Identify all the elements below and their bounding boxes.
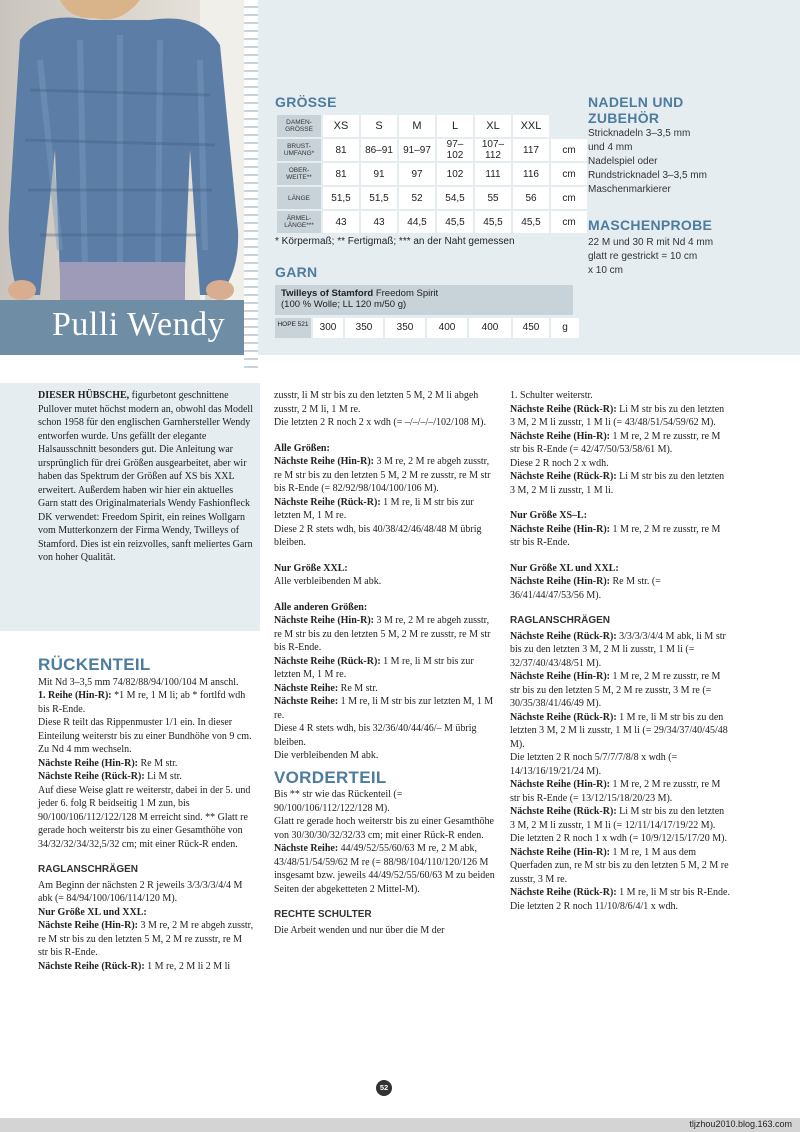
instruction — [510, 805, 730, 832]
instruction — [274, 614, 496, 655]
row-text: Re M str. — [338, 682, 378, 694]
column-1-pattern — [38, 655, 254, 973]
paragraph: Die letzten 2 R noch 11/10/8/6/4/1 x wdh. — [510, 900, 678, 912]
size-note — [38, 906, 254, 920]
paragraph: Auf diese Weise glatt re weiterstr, dabei in der 5. und jeder 6. folg R beidseitig 1 M zun, bis 90/100/106/112/122/128 M erreicht sind. ** Glatt re gerade hoch weiterstr bis zu einer Gesamthöhe von 34/32/32/34/32,5/32 cm; mit einer Rück-R enden. — [38, 784, 251, 850]
row-text: 1 M re, 1 M aus dem Querfaden zun, re M str bis zu den letzten 5 M, 2 M re zusstr, 3 M re. — [510, 846, 729, 885]
value-cell: 45,5 — [475, 211, 511, 233]
maschenprobe-line: glatt re gestrickt = 10 cm — [588, 251, 698, 262]
row-label: Nächste Reihe (Rück-R): — [510, 806, 617, 817]
row-text: 1 M re, 2 M re zusstr, re M str bis zu den letzten 5 M, 2 M re zusstr, 3 M re (= 30/35/38/41/46/49 M). — [510, 671, 721, 709]
instruction — [510, 846, 730, 887]
row-label: Nächste Reihe (Rück-R): — [510, 471, 617, 482]
yarn-description — [275, 285, 573, 315]
size-cell: L — [437, 115, 473, 137]
instruction — [510, 630, 730, 671]
value-cell: 81 — [323, 163, 359, 185]
row-text: 1 M re, 2 M re zusstr, re M str bis R-Ende. — [510, 523, 721, 548]
row-label: Nächste Reihe (Hin-R): — [510, 576, 610, 587]
instruction — [38, 960, 254, 974]
instruction — [510, 670, 730, 711]
row-text: 1 M re, li M str bis zur letzten M, 1 M re. — [274, 696, 494, 721]
instruction — [274, 496, 496, 523]
instruction — [274, 842, 496, 896]
row-label: Nächste Reihe (Rück-R): — [510, 403, 617, 415]
yarn-amounts-row — [275, 318, 579, 338]
maschenprobe-line: 22 M und 30 R mit Nd 4 mm — [588, 237, 714, 248]
instruction — [510, 470, 730, 497]
nadeln-line: Stricknadeln 3–3,5 mm — [588, 128, 691, 139]
size-row — [277, 139, 587, 161]
size-label: Nur Größe XS–L: — [510, 510, 588, 521]
value-cell: 97–102 — [437, 139, 473, 161]
value-cell: 81 — [323, 139, 359, 161]
row-label: HOPE 521 — [275, 318, 311, 338]
value-cell: 97 — [399, 163, 435, 185]
paragraph: Glatt re gerade hoch weiterstr bis zu einer Gesamthöhe von 30/30/30/32/32/33 cm; mit einer Rück-R enden. — [274, 816, 494, 841]
row-text: 3 M re, 2 M re abgeh zusstr, re M str bis zu den letzten 5 M, 2 M re zusstr, re M str bis R-Ende. — [274, 615, 491, 653]
row-label: DAMEN-GRÖSSE — [277, 115, 321, 137]
row-label: Nächste Reihe (Hin-R): — [274, 456, 374, 467]
yarn-name: Twilleys of Stamford — [281, 288, 374, 299]
nadeln-line: Maschenmarkierer — [588, 184, 671, 195]
row-text: 3 M re, 2 M re abgeh zusstr, re M str bis zu den letzten 5 M, 2 M re zusstr, re M str bis R-Ende. — [38, 920, 254, 958]
size-row — [277, 211, 587, 233]
value-cell: 51,5 — [323, 187, 359, 209]
row-label: BRUST-UMFANG* — [277, 139, 321, 161]
row-label: Nächste Reihe (Hin-R): — [510, 846, 610, 858]
column-2 — [274, 389, 496, 937]
amount-cell: 300 — [313, 318, 343, 338]
row-text: 1 M re, li M str bis zur letzten M, 1 M re. — [274, 496, 474, 521]
size-label: Alle Größen: — [274, 442, 330, 454]
row-text: Li M str bis zu den letzten 3 M, 2 M li zusstr, 1 M li (= 12/11/14/17/19/22 M). — [510, 806, 725, 831]
amount-cell: 400 — [469, 318, 511, 338]
size-label: Nur Größe XL und XXL: — [38, 906, 147, 918]
amount-cell: 350 — [345, 318, 383, 338]
paragraph: Diese 2 R stets wdh, bis 40/38/42/46/48/48 M übrig bleiben. — [274, 523, 482, 548]
instruction — [510, 886, 730, 900]
paper-edge-decoration — [244, 0, 258, 370]
row-label: Nächste Reihe (Rück-R): — [38, 771, 145, 782]
instruction — [510, 523, 730, 550]
row-label: OBER-WEITE** — [277, 163, 321, 185]
row-label: Nächste Reihe (Rück-R): — [510, 711, 617, 723]
model-photo — [0, 0, 244, 300]
value-cell: 86–91 — [361, 139, 397, 161]
size-cell: XXL — [513, 115, 549, 137]
raglan-heading: RAGLANSCHRÄGEN — [38, 864, 138, 875]
footer-watermark: tljzhou2010.blog.163.com — [689, 1119, 792, 1129]
row-label: Nächste Reihe (Hin-R): — [274, 615, 374, 626]
value-cell: 45,5 — [513, 211, 549, 233]
amount-cell: 400 — [427, 318, 467, 338]
garn-heading: GARN — [275, 264, 318, 280]
size-cell: M — [399, 115, 435, 137]
paragraph: Bis ** str wie das Rückenteil (= 90/100/106/112/122/128 M). — [274, 789, 403, 814]
value-cell: 52 — [399, 187, 435, 209]
value-cell: 51,5 — [361, 187, 397, 209]
paragraph: zusstr, li M str bis zu den letzten 5 M, 2 M li abgeh zusstr, 2 M li, 1 M re. — [274, 390, 479, 415]
size-cell: S — [361, 115, 397, 137]
row-label: Nächste Reihe (Hin-R): — [510, 779, 610, 790]
value-cell: 117 — [513, 139, 549, 161]
value-cell: 102 — [437, 163, 473, 185]
row-text: Re M str. (= 36/41/44/47/53/56 M). — [510, 576, 661, 601]
paragraph: Die letzten 2 R noch 1 x wdh (= 10/9/12/15/17/20 M). — [510, 833, 728, 844]
instruction — [274, 455, 496, 496]
row-text: 1 M re, li M str bis R-Ende. — [616, 887, 730, 898]
instruction — [510, 575, 730, 602]
footer-bar — [0, 1118, 800, 1132]
rechte-schulter-heading: RECHTE SCHULTER — [274, 909, 372, 920]
row-text: 1 M re, 2 M re zusstr, re M str bis R-Ende (= 13/12/15/18/20/23 M). — [510, 779, 721, 804]
maschenprobe-line: x 10 cm — [588, 265, 624, 276]
row-label: Nächste Reihe: — [274, 682, 339, 694]
row-label: Nächste Reihe: — [274, 696, 339, 707]
size-footnote: * Körpermaß; ** Fertigmaß; *** an der Naht gemessen — [275, 236, 515, 247]
instruction — [510, 403, 730, 430]
row-label: Nächste Reihe: — [274, 843, 339, 854]
row-label: LÄNGE — [277, 187, 321, 209]
paragraph: Die verbleibenden M abk. — [274, 750, 379, 761]
value-cell: 116 — [513, 163, 549, 185]
nadeln-heading-line: ZUBEHÖR — [588, 110, 660, 126]
size-cell: XL — [475, 115, 511, 137]
size-label: Nur Größe XL und XXL: — [510, 562, 619, 574]
row-label: Nächste Reihe (Rück-R): — [510, 887, 617, 898]
instruction — [38, 919, 254, 960]
size-label: Alle anderen Größen: — [274, 601, 368, 613]
row-text: *1 M re, 1 M li; ab * fortlfd wdh bis R-Ende. — [38, 690, 246, 715]
instruction — [274, 655, 496, 682]
nadeln-heading-line: NADELN UND — [588, 94, 684, 110]
value-cell: 56 — [513, 187, 549, 209]
instruction — [38, 757, 254, 771]
value-cell: 43 — [361, 211, 397, 233]
size-header-row — [277, 115, 587, 137]
size-cell: XS — [323, 115, 359, 137]
maschenprobe-text — [588, 236, 713, 278]
row-text: Re M str. — [137, 757, 178, 769]
paragraph: Diese 2 R noch 2 x wdh. — [510, 457, 609, 469]
paragraph: Diese R teilt das Rippenmuster 1/1 ein. In dieser Einteilung weiterstr bis zu einer Bundhöhe von 9 cm. — [38, 717, 252, 742]
value-cell: 54,5 — [437, 187, 473, 209]
size-note — [274, 601, 496, 615]
paragraph: Mit Nd 3–3,5 mm 74/82/88/94/100/104 M anschl. — [38, 676, 239, 688]
paragraph: Am Beginn der nächsten 2 R jeweils 3/3/3/3/4/4 M abk (= 84/94/100/106/114/120 M). — [38, 879, 243, 904]
row-text: 1 M re, li M str bis zu den letzten 3 M, 2 M li zusstr, 1 M li (= 29/34/37/40/45/48 M). — [510, 711, 728, 750]
amount-cell: 350 — [385, 318, 425, 338]
row-label: 1. Reihe (Hin-R): — [38, 690, 112, 701]
size-label: Nur Größe XXL: — [274, 562, 348, 574]
unit-cell: cm — [551, 163, 587, 185]
row-label: Nächste Reihe (Rück-R): — [510, 630, 617, 642]
column-3 — [510, 389, 730, 913]
paragraph: Zu Nd 4 mm wechseln. — [38, 744, 132, 755]
size-note — [274, 562, 496, 576]
size-table — [275, 113, 589, 235]
value-cell: 91–97 — [399, 139, 435, 161]
paragraph: Die letzten 2 R noch 5/7/7/7/8/8 x wdh (= 14/13/16/19/21/24 M). — [510, 752, 678, 777]
size-note — [510, 509, 730, 523]
value-cell: 55 — [475, 187, 511, 209]
row-text: 1 M re, 2 M re zusstr, re M str bis R-Ende (= 42/47/50/53/58/61 M). — [510, 430, 721, 455]
instruction — [510, 711, 730, 752]
instruction — [38, 689, 254, 716]
row-label: Nächste Reihe (Rück-R): — [274, 655, 381, 667]
column-1 — [38, 389, 254, 565]
yarn-line: Freedom Spirit — [375, 288, 439, 299]
row-label: Nächste Reihe (Rück-R): — [38, 960, 145, 972]
unit-cell: cm — [551, 211, 587, 233]
row-label: ÄRMEL-LÄNGE*** — [277, 211, 321, 233]
paragraph: 1. Schulter weiterstr. — [510, 390, 593, 401]
row-label: Nächste Reihe (Hin-R): — [510, 671, 610, 682]
value-cell: 44,5 — [399, 211, 435, 233]
rueckenteil-heading: RÜCKENTEIL — [38, 655, 151, 674]
raglan-heading: RAGLANSCHRÄGEN — [510, 615, 610, 626]
instruction — [274, 682, 496, 696]
size-row — [277, 163, 587, 185]
instruction — [38, 770, 254, 784]
row-text: 1 M re, li M str bis zur letzten M, 1 M re. — [274, 655, 474, 680]
nadeln-line: und 4 mm — [588, 142, 633, 153]
intro-lead: DIESER HÜBSCHE, — [38, 390, 130, 401]
page-title: Pulli Wendy — [52, 306, 226, 343]
nadeln-line: Nadelspiel oder — [588, 156, 658, 167]
value-cell: 43 — [323, 211, 359, 233]
nadeln-list — [588, 127, 707, 197]
maschenprobe-heading: MASCHENPROBE — [588, 217, 713, 233]
unit-cell: g — [551, 318, 579, 338]
unit-cell: cm — [551, 139, 587, 161]
instruction — [274, 695, 496, 722]
value-cell: 91 — [361, 163, 397, 185]
row-label: Nächste Reihe (Hin-R): — [38, 920, 138, 931]
paragraph: Diese 4 R stets wdh, bis 32/36/40/44/46/– M übrig bleiben. — [274, 723, 477, 748]
row-label: Nächste Reihe (Rück-R): — [274, 496, 381, 508]
row-text: 3 M re, 2 M re abgeh zusstr, re M str bis zu den letzten 5 M, 2 M re zusstr, re M str bis R-Ende (= 82/92/98/104/100/106 M). — [274, 456, 491, 494]
nadeln-line: Rundstricknadel 3–3,5 mm — [588, 170, 707, 181]
row-text: Li M str bis zu den letzten 3 M, 2 M li zusstr, 1 M li. — [510, 471, 725, 496]
intro-text: figurbetont geschnittene Pullover mutet höchst modern an, obwohl das Modell schon 1958 für den englischen Garnhersteller Wendy entworfen wurde. Uns gefällt der elegante Halsausschnitt besonders gut. Die Anleitung war ursprünglich für drei Größen ausgearbeitet, aber wir haben das Spektrum der Größen auf XS bis XXL erweitert. Außerdem haben wir hier ein aktuelles Garn statt des Originalmaterials Wendy Fashionfleck DK verwendet: Freedom Spirit, ein reines Wollgarn vom Mutterkonzern der Firma Wendy, Twilleys of Stamford. Dies ist ein reizvolles, sanft meliertes Garn von hoher Qualität. — [38, 390, 253, 563]
value-cell: 107–112 — [475, 139, 511, 161]
unit-cell: cm — [551, 187, 587, 209]
page-number: 52 — [376, 1080, 392, 1096]
row-label: Nächste Reihe (Hin-R): — [510, 523, 610, 535]
row-text: 1 M re, 2 M li 2 M li — [144, 960, 231, 972]
size-row — [277, 187, 587, 209]
value-cell: 111 — [475, 163, 511, 185]
paragraph: Die Arbeit wenden und nur über die M der — [274, 924, 445, 936]
vorderteil-heading: VORDERTEIL — [274, 767, 387, 787]
intro-paragraph — [38, 389, 254, 565]
value-cell: 45,5 — [437, 211, 473, 233]
row-text: 3/3/3/3/4/4 M abk, li M str bis zu den letzten 3 M, 2 M li zusstr, 1 M li (= 32/37/40/43/48/51 M). — [510, 630, 726, 669]
row-label: Nächste Reihe (Hin-R): — [510, 430, 610, 442]
groesse-heading: GRÖSSE — [275, 94, 337, 110]
row-text: Li M str bis zu den letzten 3 M, 2 M li zusstr, 1 M li (= 43/48/51/54/59/62 M). — [510, 403, 725, 428]
amount-cell: 450 — [513, 318, 549, 338]
instruction — [510, 430, 730, 457]
yarn-composition: (100 % Wolle; LL 120 m/50 g) — [281, 299, 407, 310]
row-text: Li M str. — [144, 771, 182, 782]
instruction — [510, 778, 730, 805]
paragraph: Die letzten 2 R noch 2 x wdh (= –/–/–/–/102/108 M). — [274, 417, 487, 428]
size-note — [274, 442, 496, 456]
row-text: 44/49/52/55/60/63 M re, 2 M abk, 43/48/51/54/59/62 M re (= 88/98/104/110/120/126 M insgesamt bzw. jeweils 44/49/52/55/60/63 M zu beiden Seiten der abgeketteten 2 Mittel-M). — [274, 843, 495, 895]
nadeln-heading — [588, 94, 684, 126]
size-note — [510, 562, 730, 576]
row-label: Nächste Reihe (Hin-R): — [38, 757, 138, 769]
empty-cell — [551, 115, 587, 137]
paragraph: Alle verbleibenden M abk. — [274, 576, 382, 587]
